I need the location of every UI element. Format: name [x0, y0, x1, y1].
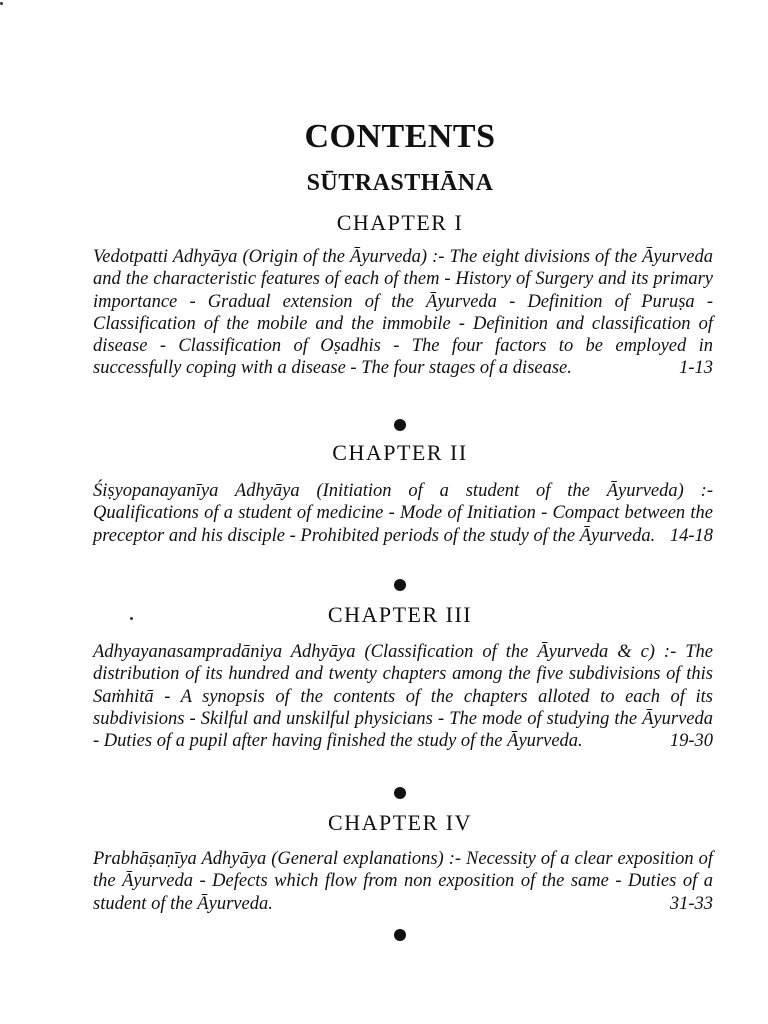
chapter-description: Vedotpatti Adhyāya (Origin of the Āyurveda) :- The eight divisions of the Āyurveda and the characteristic features of each of them - History of Surgery and its primary importance - Gradual extension of the Āyurveda - Definition of Puruṣa - Classification of the mobile and the immobile - Definition and classification of disease - Classification of Oṣadhis - The four factors to be employed in successfully coping with a disease - The four stages of a disease. — [93, 247, 713, 379]
contents-title: CONTENTS — [304, 118, 496, 155]
chapter-heading: CHAPTER IV — [328, 810, 472, 835]
page-range[interactable]: 1-13 — [679, 358, 713, 379]
chapter-entry — [93, 848, 713, 915]
chapter-heading: CHAPTER II — [332, 440, 468, 465]
chapter-heading: CHAPTER III — [327, 602, 473, 627]
page-range[interactable]: 14-18 — [669, 525, 713, 546]
separator-bullet — [394, 419, 406, 431]
separator-bullet — [394, 579, 406, 591]
chapter-entry — [93, 246, 713, 380]
separator-bullet — [394, 787, 406, 799]
section-title: SŪTRASTHĀNA — [306, 170, 494, 196]
page-range[interactable]: 31-33 — [669, 893, 713, 914]
chapter-description: Prabhāṣaṇīya Adhyāya (General explanations) :- Necessity of a clear exposition of the Āyurveda - Defects which flow from non exposition of the same - Duties of a student of the Āyurveda. — [93, 849, 713, 914]
chapter-entry — [93, 641, 713, 752]
chapter-description: Śiṣyopanayanīya Adhyāya (Initiation of a student of the Āyurveda) :- Qualifications of a student of medicine - Mode of Initiation - Compact between the preceptor and his disciple - Prohibited periods of the study of the Āyurveda. — [93, 481, 713, 546]
scan-speck — [0, 2, 3, 5]
chapter-heading: CHAPTER I — [336, 210, 464, 235]
chapter-entry — [93, 480, 713, 547]
page-range[interactable]: 19-30 — [669, 731, 713, 752]
chapter-description: Adhyayanasampradāniya Adhyāya (Classification of the Āyurveda & c) :- The distribution of its hundred and twenty chapters among the five subdivisions of this Saṁhitā - A synopsis of the contents of the chapters alloted to each of its subdivisions - Skilful and unskilful physicians - The mode of studying the Āyurveda - Duties of a pupil after having finished the study of the Āyurveda. — [93, 642, 713, 752]
separator-bullet — [394, 929, 406, 941]
